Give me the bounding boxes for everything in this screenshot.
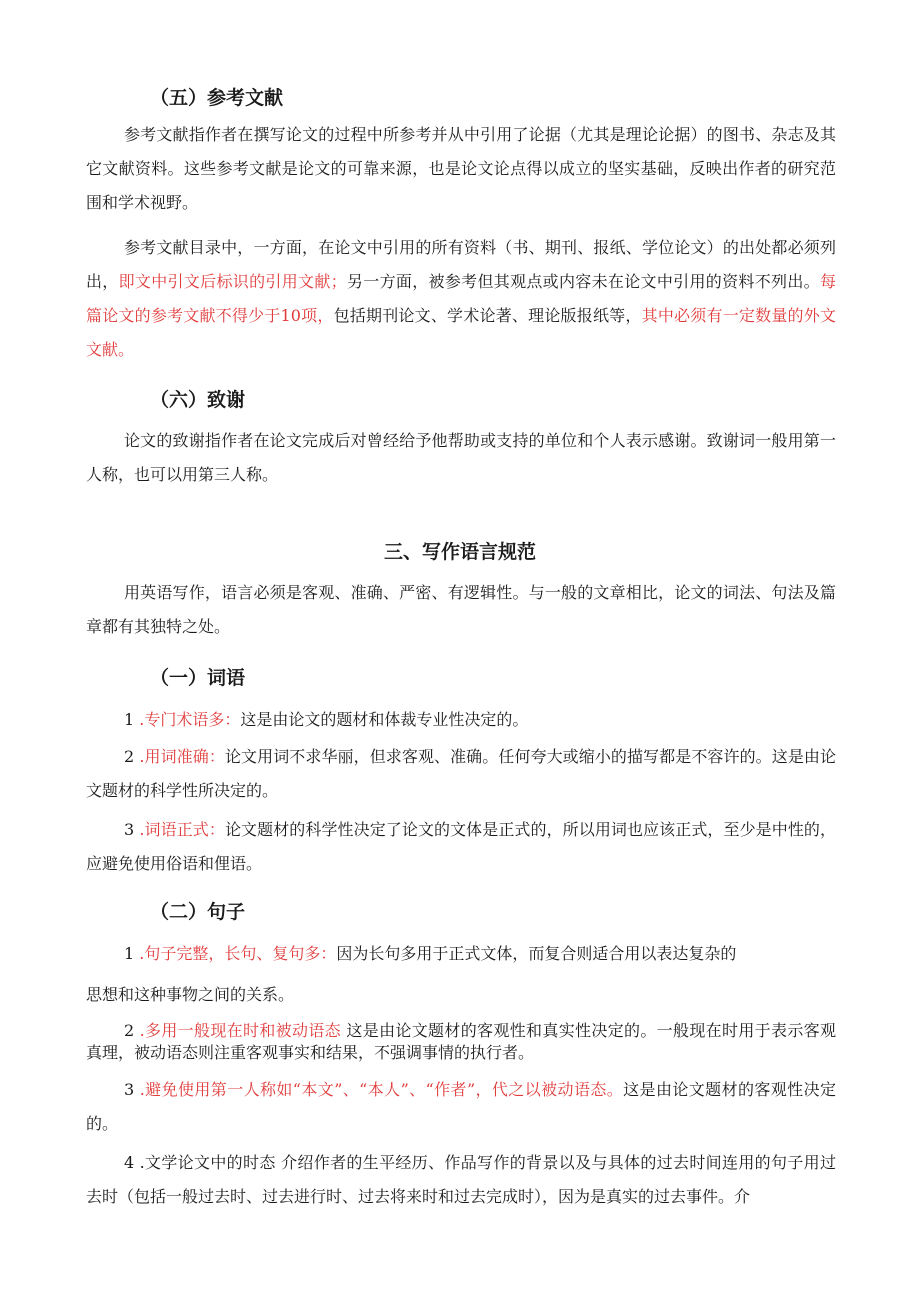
section-heading-words: （一）词语 — [150, 667, 246, 689]
item-label: .词语正式： — [139, 820, 225, 839]
highlight-text: 即文中引文后标识的引用文献； — [118, 272, 347, 291]
item-text: 这是由论文题材的客观性和真实性决定的。一般现在时用于表示客观真理，被动语态则注重客观事实和结果，不强调事情的执行者。 — [86, 1021, 836, 1062]
item-text: 这是由论文题材的客观性决定的。 — [86, 1080, 836, 1133]
sentences-item-1 — [86, 937, 836, 971]
item-label: .句子完整，长句、复句多： — [139, 944, 337, 963]
words-item-2 — [86, 740, 836, 808]
chapter-title: 三、写作语言规范 — [383, 541, 536, 563]
text-run: 包括期刊论文、学术论著、理论版报纸等， — [333, 306, 642, 325]
references-paragraph-2 — [86, 231, 836, 367]
item-label: .多用一般现在时和被动语态 — [139, 1021, 341, 1040]
sentences-item-1-continuation: 思想和这种事物之间的关系。 — [86, 985, 295, 1004]
item-text: 论文题材的科学性决定了论文的文体是正式的，所以用词也应该正式，至少是中性的，应避免使用俗语和俚语。 — [86, 820, 836, 873]
item-text: 这是由论文的题材和体裁专业性决定的。 — [240, 710, 529, 729]
item-number: 1 — [124, 944, 135, 963]
sentences-item-2 — [86, 1020, 836, 1064]
section-heading-sentences: （二）句子 — [150, 901, 246, 923]
item-text: 因为长句多用于正式文体，而复合则适合用以表达复杂的 — [336, 944, 737, 963]
text-run: 参考文献目录中，一方面，在论文中引用的所有资料（书、期刊、报纸、学位论文）的出处都必须列出， — [86, 238, 836, 291]
sentences-item-3 — [86, 1073, 836, 1141]
references-paragraph-1: 参考文献指作者在撰写论文的过程中所参考并从中引用了论据（尤其是理论论据）的图书、杂志及其它文献资料。这些参考文献是论文的可靠来源，也是论文论点得以成立的坚实基础，反映出作者的研究范围和学术视野。 — [86, 125, 836, 212]
item-number: 3 — [124, 820, 135, 839]
highlight-text: 每篇论文的参考文献不得少于10项， — [86, 272, 836, 325]
acknowledgements-paragraph: 论文的致谢指作者在论文完成后对曾经给予他帮助或支持的单位和个人表示感谢。致谢词一般用第一人称，也可以用第三人称。 — [86, 431, 836, 484]
section-heading-acknowledgements: （六）致谢 — [150, 389, 246, 411]
item-label: .专门术语多： — [139, 710, 241, 729]
language-intro-paragraph: 用英语写作，语言必须是客观、准确、严密、有逻辑性。与一般的文章相比，论文的词法、句法及篇章都有其独特之处。 — [86, 583, 836, 636]
section-heading-references: （五）参考文献 — [150, 87, 284, 109]
item-number: 3 — [124, 1080, 135, 1099]
item-label: .避免使用第一人称如“本文”、“本人”、“作者”，代之以被动语态。 — [139, 1080, 624, 1099]
item-label: .文学论文中的时态 — [139, 1153, 276, 1172]
text-run: 另一方面，被参考但其观点或内容未在论文中引用的资料不列出。 — [346, 272, 820, 291]
sentences-item-4 — [86, 1146, 836, 1214]
highlight-text: 其中必须有一定数量的外文文献。 — [86, 306, 836, 359]
item-text: 介绍作者的生平经历、作品写作的背景以及与具体的过去时间连用的句子用过去时（包括一般过去时、过去进行时、过去将来时和过去完成时），因为是真实的过去事件。介 — [86, 1153, 836, 1206]
item-number: 2 — [124, 747, 135, 766]
words-item-1 — [86, 703, 836, 737]
item-number: 2 — [124, 1021, 135, 1040]
item-number: 1 — [124, 710, 135, 729]
item-label: .用词准确： — [139, 747, 225, 766]
words-item-3 — [86, 813, 836, 881]
item-text: 论文用词不求华丽，但求客观、准确。任何夸大或缩小的描写都是不容许的。这是由论文题材的科学性所决定的。 — [86, 747, 836, 800]
item-number: 4 — [124, 1153, 135, 1172]
